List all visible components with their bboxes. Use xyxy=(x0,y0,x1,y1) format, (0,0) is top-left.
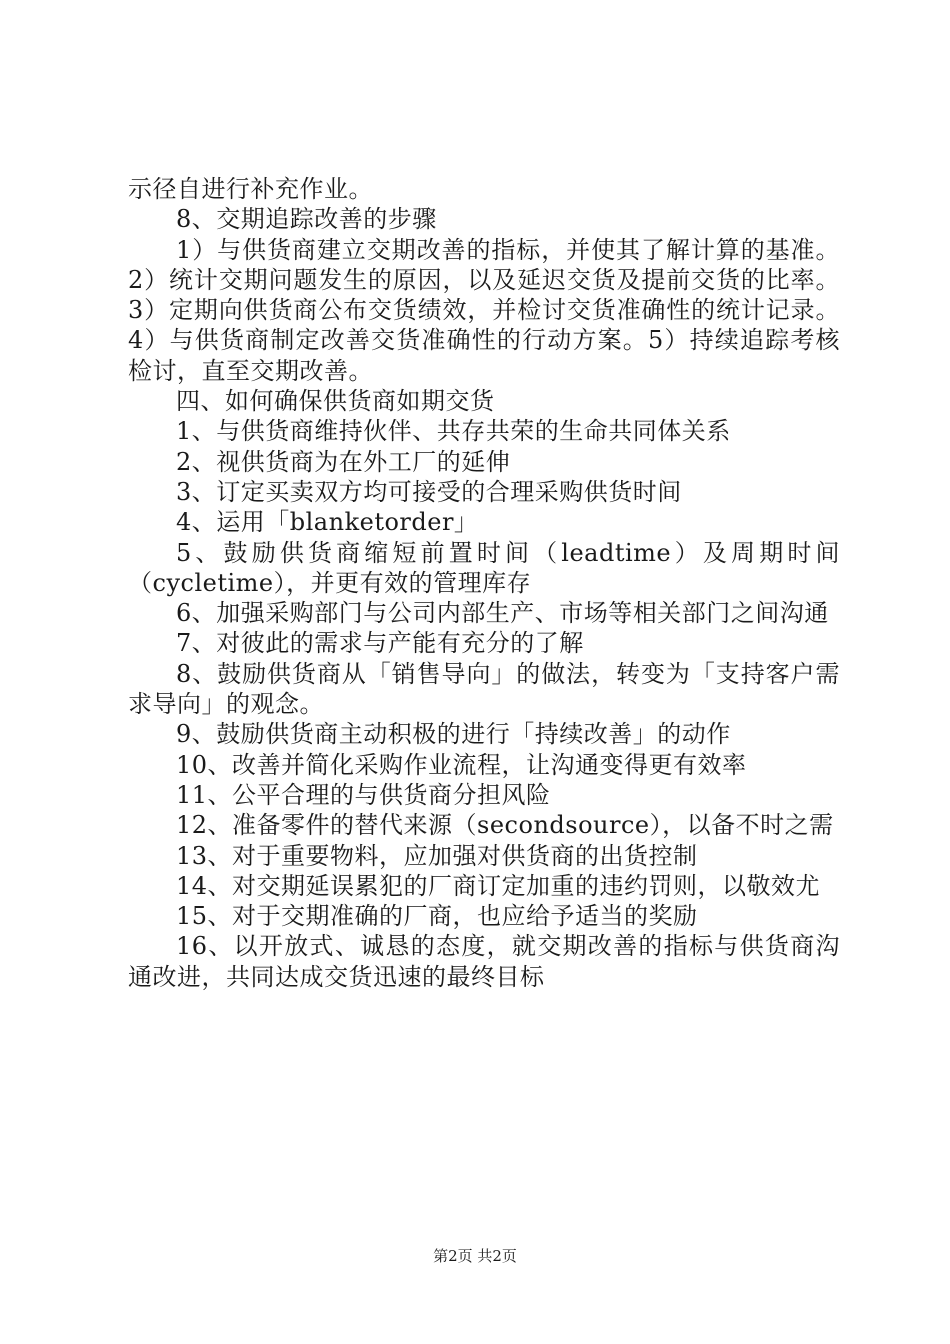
paragraph-1: 示径自进行补充作业。 xyxy=(128,175,373,203)
paragraph-5: 1、与供货商维持伙伴、共存共荣的生命共同体关系 xyxy=(176,417,731,446)
paragraph-8: 4、运用「blanketorder」 xyxy=(176,508,479,537)
paragraph-16: 12、准备零件的替代来源（secondsource），以备不时之需 xyxy=(176,811,834,840)
paragraph-11: 7、对彼此的需求与产能有充分的了解 xyxy=(176,629,584,658)
paragraph-18: 14、对交期延误累犯的厂商订定加重的违约罚则，以敬效尤 xyxy=(176,871,821,900)
paragraph-3: 1）与供货商建立交期改善的指标，并使其了解计算的基准。2）统计交期问题发生的原因，以及延迟交货及提前交货的比率。3）定期向供货商公布交货绩效，并检讨交货准确性的统计记录。4）与供货商制定改善交货准确性的行动方案。5）持续追踪考核检讨，直至交期改善。 xyxy=(128,235,840,385)
page-footer xyxy=(0,1245,950,1266)
paragraph-13: 9、鼓励供货商主动积极的进行「持续改善」的动作 xyxy=(176,720,731,749)
paragraph-2: 8、交期追踪改善的步骤 xyxy=(176,205,437,234)
paragraph-17: 13、对于重要物料，应加强对供货商的出货控制 xyxy=(176,841,698,870)
paragraph-4: 四、如何确保供货商如期交货 xyxy=(176,387,495,416)
paragraph-20: 16、以开放式、诚恳的态度，就交期改善的指标与供货商沟通改进，共同达成交货迅速的最终目标 xyxy=(128,932,840,991)
paragraph-15: 11、公平合理的与供货商分担风险 xyxy=(176,780,551,809)
paragraph-19: 15、对于交期准确的厂商，也应给予适当的奖励 xyxy=(176,902,698,931)
paragraph-9: 5、鼓励供货商缩短前置时间（leadtime）及周期时间（cycletime），并更有效的管理库存 xyxy=(128,538,840,597)
paragraph-14: 10、改善并简化采购作业流程，让沟通变得更有效率 xyxy=(176,750,747,779)
paragraph-6: 2、视供货商为在外工厂的延伸 xyxy=(176,447,511,476)
page-number-label: 第2页 共2页 xyxy=(433,1247,517,1265)
paragraph-10: 6、加强采购部门与公司内部生产、市场等相关部门之间沟通 xyxy=(176,599,829,628)
paragraph-12: 8、鼓励供货商从「销售导向」的做法，转变为「支持客户需求导向」的观念。 xyxy=(128,659,840,719)
paragraph-7: 3、订定买卖双方均可接受的合理采购供货时间 xyxy=(176,477,682,506)
document-body xyxy=(128,174,840,992)
